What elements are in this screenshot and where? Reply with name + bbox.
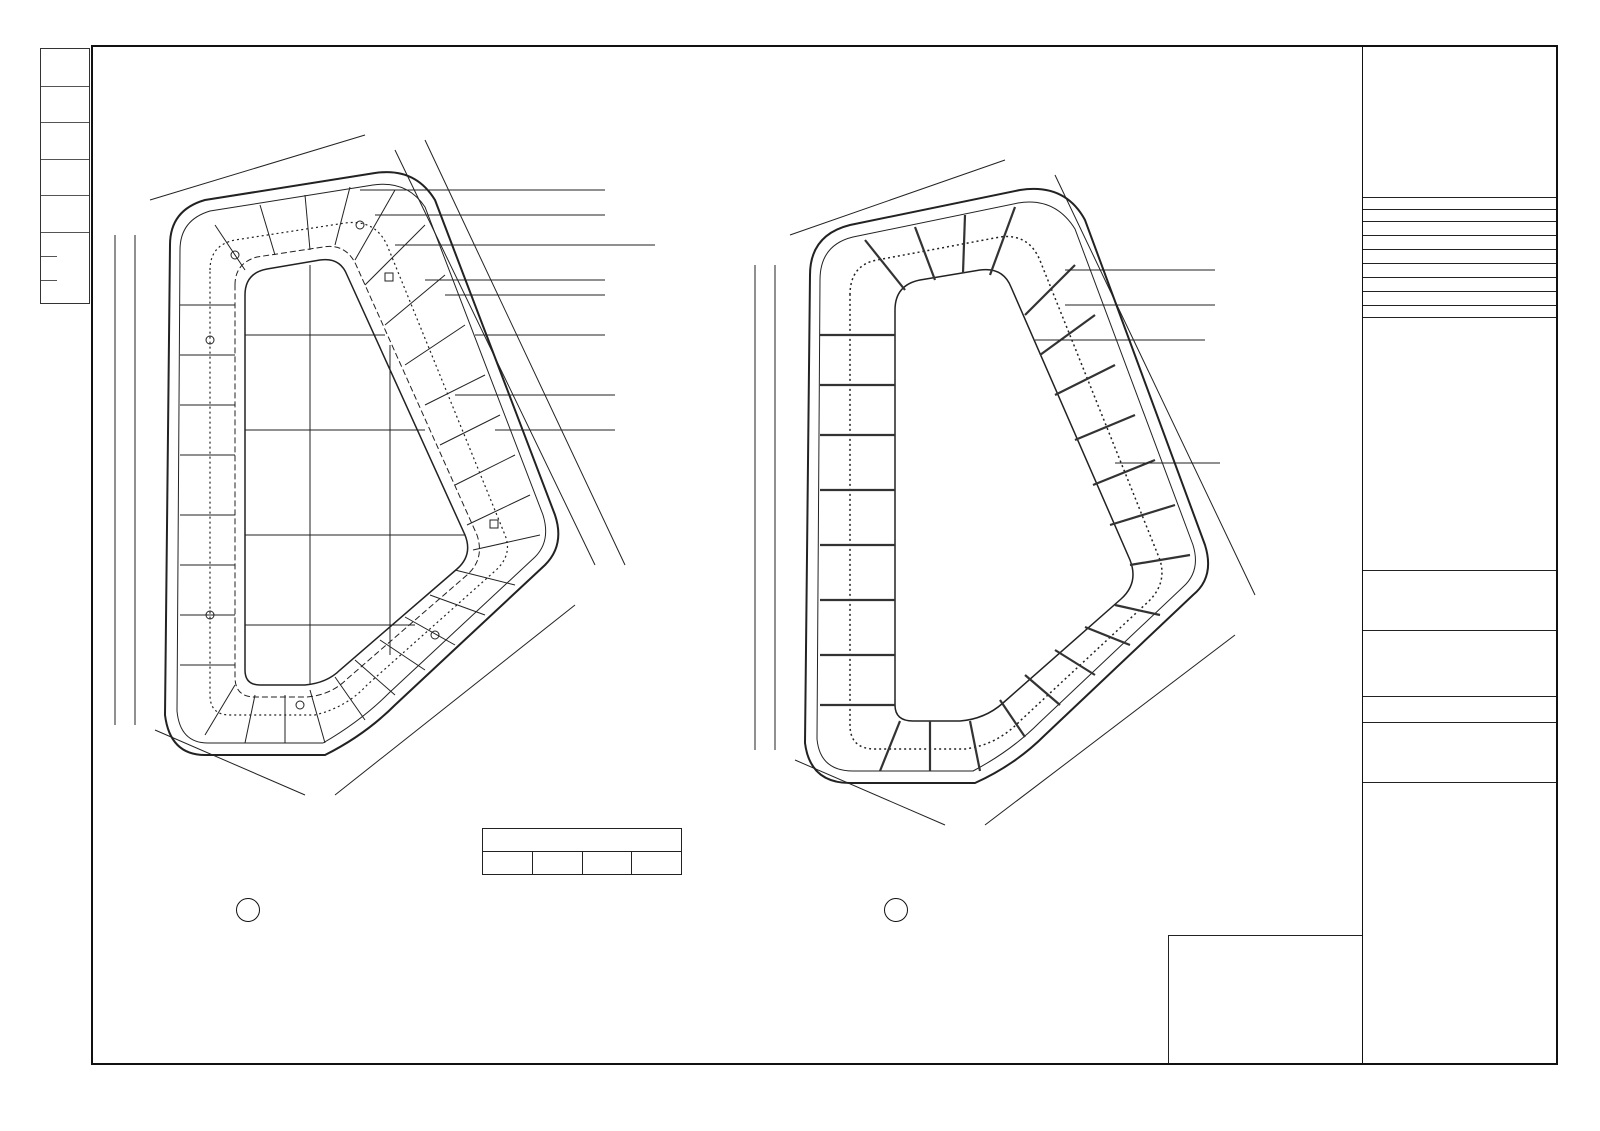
keel-plan-svg (735, 115, 1275, 835)
steel-beam-plan-svg (95, 95, 655, 815)
strip-cell (41, 86, 89, 123)
revision-row (1363, 292, 1556, 306)
section-table-header (632, 852, 682, 875)
strip-cell (41, 122, 89, 160)
view2-caption (884, 898, 914, 926)
strip-cell (41, 232, 57, 257)
section-table-header (532, 852, 582, 875)
view1-number (236, 898, 260, 922)
section-table (482, 828, 682, 875)
title-block (1362, 47, 1556, 1063)
section-table-header (582, 852, 632, 875)
strip-cell (41, 195, 89, 233)
discipline-strip (40, 48, 90, 304)
strip-cell (41, 159, 89, 196)
drawing-title-block (1363, 723, 1556, 783)
view1-caption (236, 898, 266, 926)
no-scale-row (1363, 306, 1556, 318)
strip-cell (41, 256, 57, 281)
revision-row (1363, 222, 1556, 236)
section-table-header (483, 852, 533, 875)
view2-number (884, 898, 908, 922)
revision-header (1363, 197, 1556, 210)
strip-cell (41, 280, 57, 304)
project-name-block (1363, 631, 1556, 697)
revision-row (1363, 250, 1556, 264)
revision-row (1363, 264, 1556, 278)
strip-cell (41, 49, 89, 87)
revision-row (1363, 236, 1556, 250)
keel-plan-drawing (735, 115, 1275, 835)
revision-row (1363, 278, 1556, 292)
seal-label (1169, 936, 1362, 942)
firm-block (1363, 318, 1556, 571)
client-block (1363, 571, 1556, 631)
steel-beam-plan-drawing (95, 95, 655, 815)
section-table-title (483, 829, 682, 852)
company-seal-box (1168, 935, 1362, 1063)
project-no-block (1363, 697, 1556, 723)
revision-cols (1363, 210, 1556, 222)
